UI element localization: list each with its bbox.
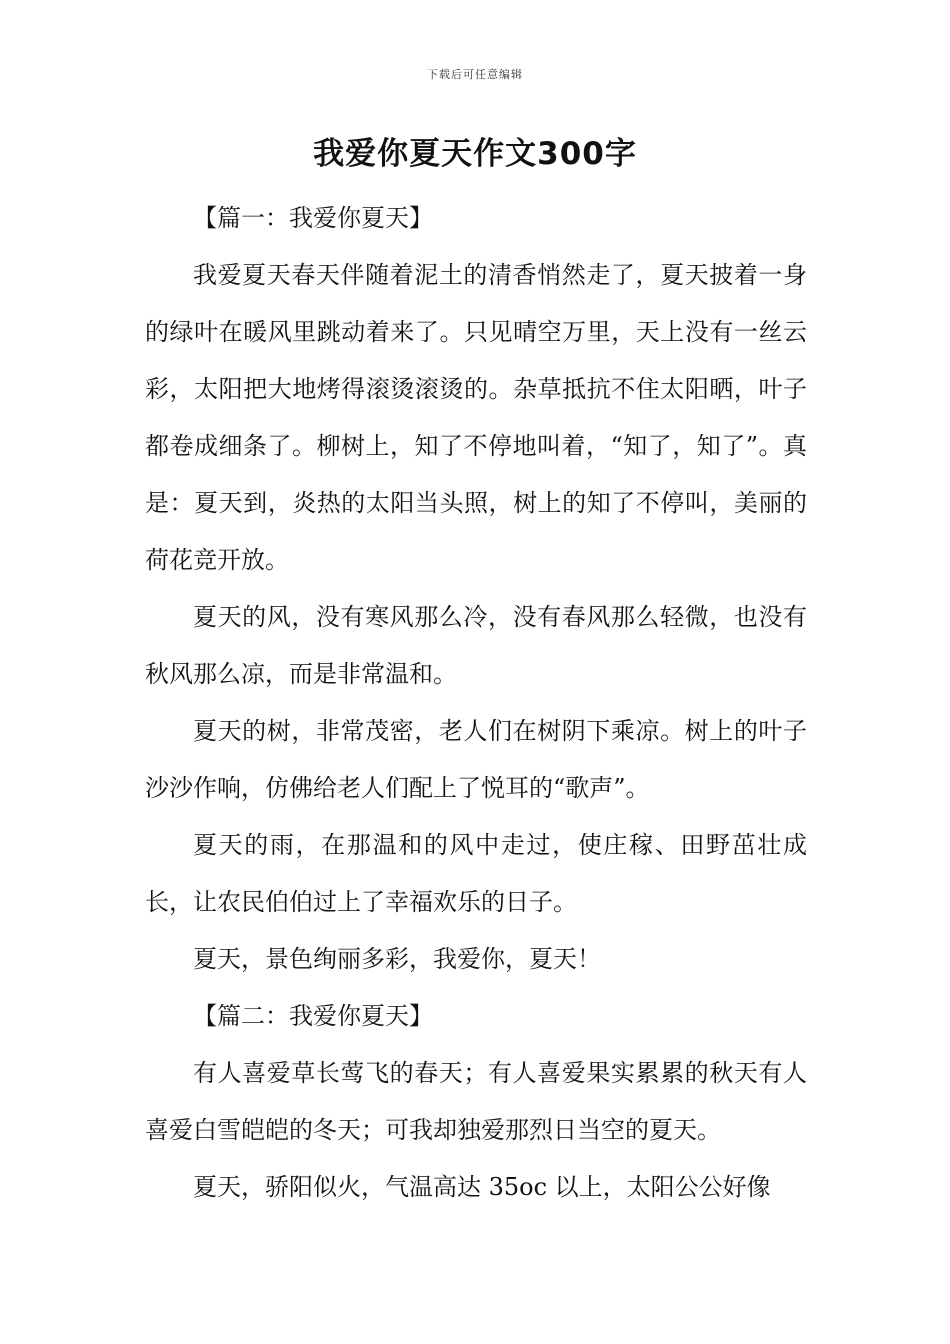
paragraph: 有人喜爱草长莺飞的春天；有人喜爱果实累累的秋天有人喜爱白雪皑皑的冬天；可我却独爱那烈日当空的夏天。	[145, 1059, 807, 1144]
paragraph: 夏天的树，非常茂密，老人们在树阴下乘凉。树上的叶子沙沙作响，仿佛给老人们配上了悦耳的“歌声”。	[145, 717, 807, 802]
section-heading: 【篇一：我爱你夏天】	[193, 204, 433, 232]
section-2	[145, 988, 807, 1216]
document-title: 我爱你夏天作文300字	[313, 136, 637, 172]
paragraph: 夏天的风，没有寒风那么冷，没有春风那么轻微，也没有秋风那么凉，而是非常温和。	[145, 603, 807, 688]
document-body	[145, 190, 807, 1216]
header-note: 下载后可任意编辑	[427, 68, 523, 81]
paragraph: 夏天，景色绚丽多彩，我爱你，夏天！	[193, 945, 601, 973]
paragraph: 夏天，骄阳似火，气温高达 35oc 以上，太阳公公好像	[193, 1173, 771, 1201]
paragraph: 夏天的雨，在那温和的风中走过，使庄稼、田野茁壮成长，让农民伯伯过上了幸福欢乐的日子。	[145, 831, 807, 916]
paragraph: 我爱夏天春天伴随着泥土的清香悄然走了，夏天披着一身的绿叶在暖风里跳动着来了。只见晴空万里，天上没有一丝云彩，太阳把大地烤得滚烫滚烫的。杂草抵抗不住太阳晒，叶子都卷成细条了。柳树上，知了不停地叫着，“知了，知了”。真是：夏天到，炎热的太阳当头照，树上的知了不停叫，美丽的荷花竞开放。	[145, 261, 807, 574]
section-heading: 【篇二：我爱你夏天】	[193, 1002, 433, 1030]
section-1	[145, 190, 807, 988]
